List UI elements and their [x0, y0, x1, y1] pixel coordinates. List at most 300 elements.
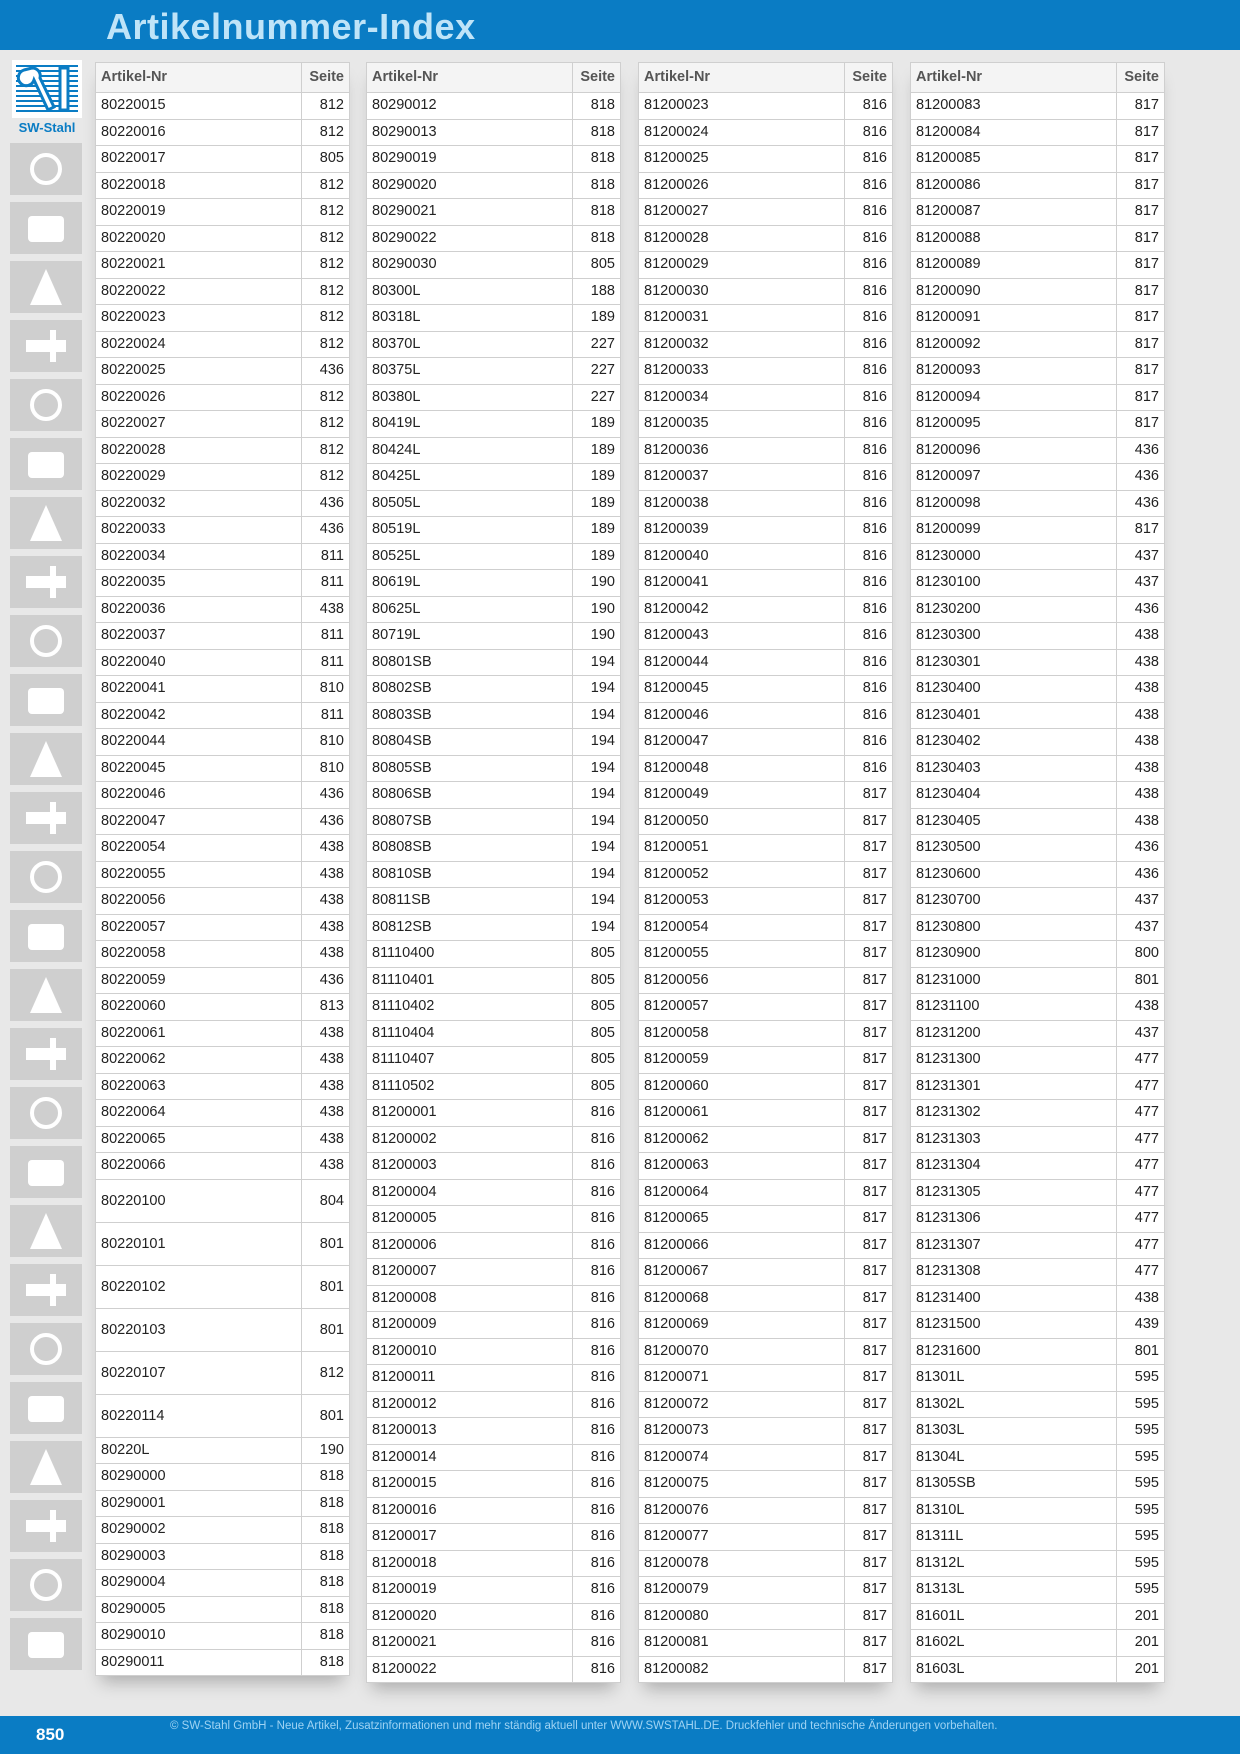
article-number: 81200098: [911, 490, 1117, 517]
page-reference: 812: [302, 172, 350, 199]
sidebar-category-25[interactable]: [10, 1559, 82, 1611]
sidebar-category-26[interactable]: [10, 1618, 82, 1670]
article-number: 80220027: [96, 411, 302, 438]
table-row: [96, 199, 350, 226]
table-row: [367, 93, 621, 120]
page-reference: 595: [1117, 1497, 1165, 1524]
page-reference: 438: [302, 861, 350, 888]
article-number: 81200048: [639, 755, 845, 782]
table-row: [911, 1577, 1165, 1604]
table-row: [639, 305, 893, 332]
table-row: [911, 1232, 1165, 1259]
page-reference: 227: [573, 384, 621, 411]
article-number: 81200079: [639, 1577, 845, 1604]
index-table: [95, 62, 350, 1676]
index-column-2: [366, 62, 620, 1683]
table-row: [639, 1232, 893, 1259]
table-row: [639, 543, 893, 570]
article-number: 80220057: [96, 914, 302, 941]
article-number: 80220040: [96, 649, 302, 676]
sw-stahl-logo-icon: [12, 60, 82, 118]
table-row: [96, 119, 350, 146]
article-number: 81602L: [911, 1630, 1117, 1657]
table-row: [911, 517, 1165, 544]
table-row: [367, 1577, 621, 1604]
table-row: [911, 146, 1165, 173]
article-number: 80318L: [367, 305, 573, 332]
page-reference: 818: [302, 1517, 350, 1544]
page-reference: 817: [845, 1365, 893, 1392]
article-number: 81231200: [911, 1020, 1117, 1047]
article-number: 80220033: [96, 517, 302, 544]
article-number: 81200007: [367, 1259, 573, 1286]
logo-text: SW-Stahl: [18, 120, 76, 135]
page-reference: 818: [573, 172, 621, 199]
article-number: 80811SB: [367, 888, 573, 915]
sidebar-category-5[interactable]: [10, 379, 82, 431]
article-number: 80220045: [96, 755, 302, 782]
article-number: 81200069: [639, 1312, 845, 1339]
page-reference: 816: [573, 1338, 621, 1365]
table-row: [96, 1308, 350, 1351]
article-number: 80290004: [96, 1570, 302, 1597]
article-number: 81230405: [911, 808, 1117, 835]
page-reference: 438: [302, 1126, 350, 1153]
sidebar-category-13[interactable]: [10, 851, 82, 903]
table-row: [639, 1020, 893, 1047]
table-row: [96, 1649, 350, 1676]
table-row: [367, 649, 621, 676]
page-reference: 437: [1117, 888, 1165, 915]
sidebar-category-17[interactable]: [10, 1087, 82, 1139]
article-number: 81200031: [639, 305, 845, 332]
table-row: [911, 755, 1165, 782]
table-row: [367, 1418, 621, 1445]
table-row: [639, 1524, 893, 1551]
article-number: 81230100: [911, 570, 1117, 597]
article-number: 80220018: [96, 172, 302, 199]
page-reference: 816: [573, 1259, 621, 1286]
page-reference: 816: [845, 729, 893, 756]
sidebar-category-6[interactable]: [10, 438, 82, 490]
page-reference: 436: [1117, 835, 1165, 862]
page-reference: 437: [1117, 1020, 1165, 1047]
article-number: 81231600: [911, 1338, 1117, 1365]
table-row: [639, 596, 893, 623]
axle-icon: [20, 973, 72, 1017]
table-row: [96, 1437, 350, 1464]
table-header-row: [639, 63, 893, 93]
article-number: 81200046: [639, 702, 845, 729]
table-row: [639, 941, 893, 968]
article-number: 81200087: [911, 199, 1117, 226]
page-reference: 817: [845, 1312, 893, 1339]
article-number: 81200036: [639, 437, 845, 464]
page-reference: 805: [302, 146, 350, 173]
page-reference: 817: [845, 1100, 893, 1127]
article-number: 81231500: [911, 1312, 1117, 1339]
table-row: [911, 1259, 1165, 1286]
article-number: 80370L: [367, 331, 573, 358]
article-number: 81230404: [911, 782, 1117, 809]
table-row: [911, 1285, 1165, 1312]
table-row: [639, 755, 893, 782]
table-row: [639, 1391, 893, 1418]
sidebar-category-2[interactable]: [10, 202, 82, 254]
page-reference: 477: [1117, 1073, 1165, 1100]
article-number: 80220103: [96, 1308, 302, 1351]
page-reference: 818: [573, 119, 621, 146]
page-reference: 817: [845, 1047, 893, 1074]
page-reference: 811: [302, 623, 350, 650]
sidebar-category-15[interactable]: [10, 969, 82, 1021]
article-number: 81200006: [367, 1232, 573, 1259]
table-row: [639, 490, 893, 517]
page-reference: 439: [1117, 1312, 1165, 1339]
table-row: [367, 543, 621, 570]
page-reference: 816: [573, 1285, 621, 1312]
page-reference: 817: [845, 1577, 893, 1604]
vice-icon: [20, 442, 72, 486]
page-reference: 194: [573, 835, 621, 862]
table-row: [367, 596, 621, 623]
table-row: [367, 225, 621, 252]
screwdriver-icon: [20, 265, 72, 309]
page-reference: 816: [573, 1524, 621, 1551]
page-reference: 477: [1117, 1047, 1165, 1074]
article-number: 80290019: [367, 146, 573, 173]
table-row: [911, 1020, 1165, 1047]
article-number: 80220025: [96, 358, 302, 385]
table-row: [639, 1630, 893, 1657]
table-row: [367, 967, 621, 994]
table-row: [911, 1603, 1165, 1630]
article-number: 80290021: [367, 199, 573, 226]
article-number: 81200060: [639, 1073, 845, 1100]
article-number: 80220041: [96, 676, 302, 703]
table-row: [367, 1630, 621, 1657]
table-row: [96, 543, 350, 570]
article-number: 81200066: [639, 1232, 845, 1259]
article-number: 81110404: [367, 1020, 573, 1047]
page-reference: 817: [1117, 517, 1165, 544]
page-reference: 816: [845, 702, 893, 729]
table-row: [367, 755, 621, 782]
table-row: [367, 570, 621, 597]
table-row: [367, 464, 621, 491]
table-row: [96, 1543, 350, 1570]
page-reference: 804: [302, 1179, 350, 1222]
page-reference: 438: [1117, 1285, 1165, 1312]
sidebar-category-8[interactable]: [10, 556, 82, 608]
table-row: [911, 1630, 1165, 1657]
page-reference: 816: [573, 1179, 621, 1206]
table-row: [96, 1073, 350, 1100]
article-number: 81200081: [639, 1630, 845, 1657]
page-reference: 816: [845, 490, 893, 517]
page-reference: 817: [845, 1391, 893, 1418]
table-row: [639, 967, 893, 994]
table-row: [96, 225, 350, 252]
battery-icon: [20, 1209, 72, 1253]
table-row: [911, 994, 1165, 1021]
sidebar-category-10[interactable]: [10, 674, 82, 726]
article-number: 80220028: [96, 437, 302, 464]
page-reference: 812: [302, 411, 350, 438]
table-row: [96, 914, 350, 941]
article-number: 81200099: [911, 517, 1117, 544]
article-number: 80806SB: [367, 782, 573, 809]
table-row: [367, 1153, 621, 1180]
page-reference: 438: [1117, 623, 1165, 650]
article-number: 81200049: [639, 782, 845, 809]
page-reference: 189: [573, 517, 621, 544]
sidebar-category-9[interactable]: [10, 615, 82, 667]
sidebar-category-16[interactable]: [10, 1028, 82, 1080]
article-number: 81200034: [639, 384, 845, 411]
article-number: 81601L: [911, 1603, 1117, 1630]
table-row: [367, 252, 621, 279]
article-number: 81200021: [367, 1630, 573, 1657]
tool-cabinet-icon: [20, 1268, 72, 1312]
article-number: 81200084: [911, 119, 1117, 146]
table-row: [639, 517, 893, 544]
page-reference: 194: [573, 782, 621, 809]
table-row: [911, 252, 1165, 279]
page-reference: 438: [1117, 702, 1165, 729]
table-row: [367, 729, 621, 756]
article-number: 80290011: [96, 1649, 302, 1676]
table-row: [367, 1073, 621, 1100]
table-row: [367, 994, 621, 1021]
table-row: [911, 119, 1165, 146]
page-reference: 816: [845, 437, 893, 464]
page-reference: 438: [1117, 782, 1165, 809]
article-number: 81200085: [911, 146, 1117, 173]
table-row: [639, 1550, 893, 1577]
article-number: 80525L: [367, 543, 573, 570]
article-number: 81200040: [639, 543, 845, 570]
sidebar-category-1[interactable]: [10, 143, 82, 195]
article-number: 80220015: [96, 93, 302, 120]
article-number: 81200058: [639, 1020, 845, 1047]
page-reference: 816: [845, 358, 893, 385]
page-header: [0, 0, 1240, 50]
table-row: [96, 888, 350, 915]
table-row: [367, 411, 621, 438]
page-title: Artikelnummer-Index: [106, 6, 476, 47]
table-row: [96, 596, 350, 623]
sidebar-category-23[interactable]: [10, 1441, 82, 1493]
table-row: [96, 252, 350, 279]
article-number: 81200047: [639, 729, 845, 756]
table-row: [96, 1047, 350, 1074]
article-number: 81200002: [367, 1126, 573, 1153]
page-reference: 437: [1117, 570, 1165, 597]
table-row: [367, 1047, 621, 1074]
page-reference: 818: [573, 199, 621, 226]
article-number: 81231306: [911, 1206, 1117, 1233]
table-row: [911, 1126, 1165, 1153]
table-row: [911, 1418, 1165, 1445]
table-row: [911, 914, 1165, 941]
table-row: [367, 1365, 621, 1392]
article-number: 81200092: [911, 331, 1117, 358]
page-number: 850: [36, 1725, 65, 1744]
page-reference: 818: [302, 1596, 350, 1623]
article-number: 81303L: [911, 1418, 1117, 1445]
article-number: 80220016: [96, 119, 302, 146]
sidebar-category-11[interactable]: [10, 733, 82, 785]
pliers-icon: [20, 206, 72, 250]
article-number: 81200052: [639, 861, 845, 888]
table-row: [639, 411, 893, 438]
table-row: [367, 278, 621, 305]
article-number: 80719L: [367, 623, 573, 650]
page-reference: 190: [302, 1437, 350, 1464]
sidebar-category-14[interactable]: [10, 910, 82, 962]
table-row: [96, 1570, 350, 1597]
article-number: 80290013: [367, 119, 573, 146]
page-reference: 436: [302, 808, 350, 835]
article-number: 80290020: [367, 172, 573, 199]
page-reference: 817: [1117, 225, 1165, 252]
article-number: 81230300: [911, 623, 1117, 650]
table-row: [911, 490, 1165, 517]
page-reference: 194: [573, 808, 621, 835]
article-number: 81231100: [911, 994, 1117, 1021]
table-row: [639, 1418, 893, 1445]
engine-icon: [20, 737, 72, 781]
table-row: [367, 1550, 621, 1577]
page-reference: 816: [845, 331, 893, 358]
table-row: [96, 278, 350, 305]
article-number: 81200089: [911, 252, 1117, 279]
article-number: 80375L: [367, 358, 573, 385]
page-reference: 817: [845, 914, 893, 941]
sidebar-category-19[interactable]: [10, 1205, 82, 1257]
table-row: [911, 543, 1165, 570]
page-reference: 438: [302, 888, 350, 915]
table-row: [639, 278, 893, 305]
page-reference: 436: [1117, 596, 1165, 623]
article-number: 80220022: [96, 278, 302, 305]
article-number: 81200072: [639, 1391, 845, 1418]
sidebar-category-24[interactable]: [10, 1500, 82, 1552]
page-reference: 812: [302, 199, 350, 226]
article-number: 81200064: [639, 1179, 845, 1206]
sidebar-category-4[interactable]: [10, 320, 82, 372]
page-reference: 816: [845, 305, 893, 332]
page-reference: 436: [302, 358, 350, 385]
table-row: [639, 808, 893, 835]
article-number: 80805SB: [367, 755, 573, 782]
page-reference: 436: [1117, 490, 1165, 517]
table-row: [911, 331, 1165, 358]
impact-wrench-icon: [20, 501, 72, 545]
article-number: 81200053: [639, 888, 845, 915]
page-reference: 194: [573, 702, 621, 729]
sidebar-category-7[interactable]: [10, 497, 82, 549]
page-reference: 190: [573, 623, 621, 650]
page-reference: 812: [302, 252, 350, 279]
sidebar-category-22[interactable]: [10, 1382, 82, 1434]
table-row: [367, 1497, 621, 1524]
article-number: 80220023: [96, 305, 302, 332]
page-reference: 812: [302, 1351, 350, 1394]
article-number: 80300L: [367, 278, 573, 305]
article-number: 81200039: [639, 517, 845, 544]
article-number: 81200025: [639, 146, 845, 173]
page-reference: 816: [573, 1232, 621, 1259]
index-column-4: [910, 62, 1164, 1683]
page-reference: 595: [1117, 1391, 1165, 1418]
article-number: 80290012: [367, 93, 573, 120]
page-reference: 189: [573, 543, 621, 570]
page-reference: 227: [573, 331, 621, 358]
table-row: [911, 172, 1165, 199]
article-number: 81200023: [639, 93, 845, 120]
page-reference: 817: [845, 1524, 893, 1551]
article-number: 80220066: [96, 1153, 302, 1180]
sidebar-category-18[interactable]: [10, 1146, 82, 1198]
page-reference: 818: [302, 1649, 350, 1676]
snowflake-icon: [20, 914, 72, 958]
sidebar-category-21[interactable]: [10, 1323, 82, 1375]
table-row: [639, 119, 893, 146]
workshop-icon: [20, 1445, 72, 1489]
sidebar-category-20[interactable]: [10, 1264, 82, 1316]
table-row: [911, 1047, 1165, 1074]
exhaust-icon: [20, 855, 72, 899]
article-number: 80220056: [96, 888, 302, 915]
page-reference: 437: [1117, 543, 1165, 570]
article-number: 81200044: [639, 649, 845, 676]
table-row: [367, 331, 621, 358]
page-reference: 817: [845, 1179, 893, 1206]
table-row: [96, 808, 350, 835]
table-row: [96, 755, 350, 782]
article-number: 80220060: [96, 994, 302, 1021]
sidebar-category-3[interactable]: [10, 261, 82, 313]
page-reference: 817: [845, 1232, 893, 1259]
gearshift-icon: [20, 796, 72, 840]
article-number: 80220020: [96, 225, 302, 252]
table-row: [639, 464, 893, 491]
article-number: 80220036: [96, 596, 302, 623]
table-row: [911, 967, 1165, 994]
article-number: 81200008: [367, 1285, 573, 1312]
article-number: 80220019: [96, 199, 302, 226]
table-row: [911, 888, 1165, 915]
page-reference: 477: [1117, 1179, 1165, 1206]
page-reference: 812: [302, 331, 350, 358]
sidebar-category-12[interactable]: [10, 792, 82, 844]
press-icon: [20, 1622, 72, 1666]
page-reference: 816: [845, 623, 893, 650]
article-number: 81110400: [367, 941, 573, 968]
page-reference: 816: [573, 1153, 621, 1180]
table-row: [911, 1338, 1165, 1365]
table-row: [639, 1497, 893, 1524]
page-reference: 189: [573, 437, 621, 464]
page-reference: 190: [573, 570, 621, 597]
article-number: 80220100: [96, 1179, 302, 1222]
page-reference: 817: [845, 1259, 893, 1286]
toolbox-icon: [20, 1327, 72, 1371]
article-number: 81200086: [911, 172, 1117, 199]
page-reference: 816: [845, 596, 893, 623]
